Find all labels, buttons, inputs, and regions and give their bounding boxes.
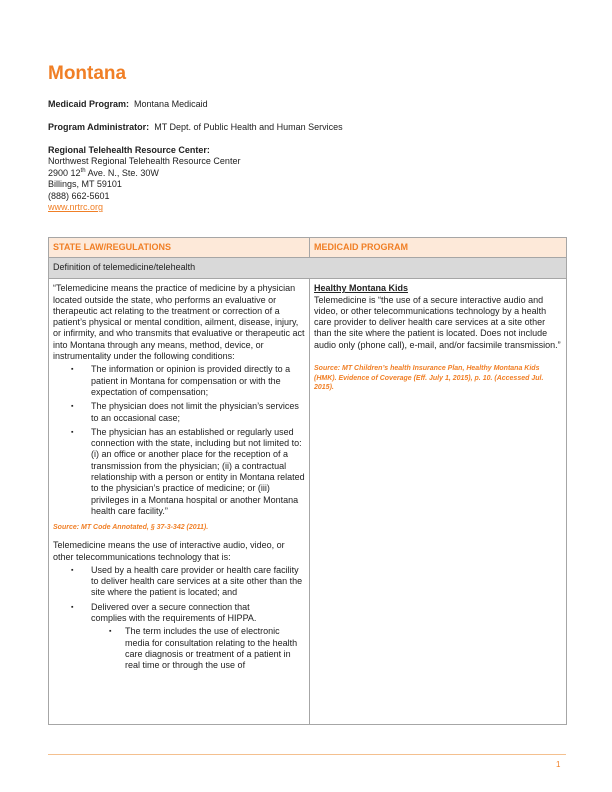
list-item: ▪ The information or opinion is provided directly to a patient in Montana for compensation or with the expectation of compensation;: [71, 364, 291, 397]
continued-text: complies with the requirements of HIPPA.: [91, 613, 257, 624]
footer-divider: [48, 754, 566, 755]
state-law-cell: [49, 279, 310, 725]
resource-center-website-link[interactable]: www.nrtrc.org: [48, 202, 104, 213]
header-medicaid-program: MEDICAID PROGRAM: [310, 238, 567, 258]
header-state-law: STATE LAW/REGULATIONS: [49, 238, 310, 258]
list-item: ▪ The term includes the use of electronic media for consultation relating to the health care diagnosis or treatment of a patient in real time or through the use of: [109, 626, 298, 671]
list-item: ▪ Used by a health care provider or health care facility to deliver health care services at a site other than the site where the patient is located; and: [71, 564, 303, 598]
section-definition: Definition of telemedicine/telehealth: [49, 258, 567, 279]
medicaid-subheading: Healthy Montana Kids: [314, 283, 409, 294]
program-administrator-value: MT Dept. of Public Health and Human Services: [154, 122, 343, 132]
medicaid-program-label: Medicaid Program:: [48, 99, 130, 109]
state-law-source: Source: MT Code Annotated, § 37-3-342 (2011).: [53, 524, 209, 532]
medicaid-program-value: Montana Medicaid: [134, 99, 208, 109]
resource-center-label: Regional Telehealth Resource Center:: [48, 145, 210, 155]
program-administrator-label: Program Administrator:: [48, 122, 150, 132]
state-law-intro: “Telemedicine means the practice of medicine by a physician located outside the state, who performs an evaluative or therapeutic act relating to the treatment or correction of a patient’s physical or mental condition, ailment, disease, injury, or infirmity, and who transmits that evaluative or therapeutic act into Montana through any means, method, device, or instrumentality under the following conditions:: [53, 283, 305, 362]
resource-center-phone: (888) 662-5601: [48, 190, 110, 201]
resource-center-block: [48, 145, 240, 213]
medicaid-program-field: [48, 99, 208, 110]
telemedicine-items-list: [53, 565, 305, 613]
conditions-list: [53, 364, 305, 517]
medicaid-cell: [310, 279, 567, 725]
policy-table: [48, 237, 567, 725]
page-title: Montana: [48, 63, 127, 84]
program-administrator-field: [48, 122, 343, 133]
resource-center-address: 2900 12th Ave. N., Ste. 30W: [48, 167, 159, 178]
list-item: ▪ The physician has an established or regularly used connection with the state, including but not limited to: (i) an office or another place for the reception of a transmission from the physician; (ii) a contractual relationship with a person or entity in Montana related to the physician’s practice of medicine; or (iii) privileges in a Montana hospital or another Montana health care facility.”: [71, 426, 305, 516]
medicaid-source: Source: MT Children’s health Insurance Plan, Healthy Montana Kids (HMK). Evidence of Coverage (Eff. July 1, 2015), p. 10. (Accessed Jul. 2015).: [314, 365, 544, 392]
sub-items-list: [53, 626, 305, 671]
resource-center-name: Northwest Regional Telehealth Resource Center: [48, 156, 241, 167]
page-number: 1: [556, 760, 561, 769]
medicaid-definition: Telemedicine is “the use of a secure interactive audio and video, or other telecommunications technology by a health care provider to deliver health care services at a site other than the site where the patient is located. Does not include audio only (phone call), e-mail, and/or facsimile transmission.”: [314, 294, 561, 350]
list-item: ▪ The physician does not limit the physician’s services to an occasional case;: [71, 401, 299, 423]
list-item: ▪ Delivered over a secure connection that: [71, 601, 250, 612]
state-law-intro-2: Telemedicine means the use of interactive audio, video, or other telecommunications technology that is:: [53, 540, 285, 562]
resource-center-city: Billings, MT 59101: [48, 179, 122, 190]
